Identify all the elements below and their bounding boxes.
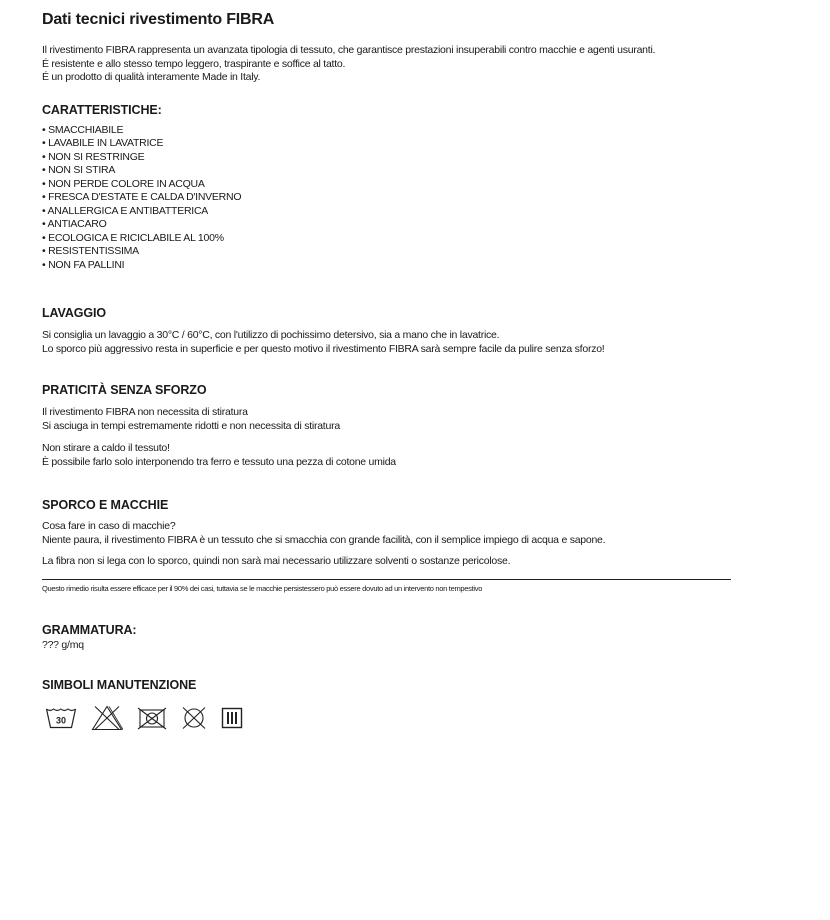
list-item: • NON SI STIRA (42, 164, 812, 178)
intro-section (42, 44, 812, 85)
list-item: • SMACCHIABILE (42, 124, 812, 138)
praticita-line: Si asciuga in tempi estremamente ridotti e non necessita di stiratura (42, 419, 340, 432)
intro-line: É un prodotto di qualità interamente Made in Italy. (42, 71, 261, 83)
wash-30-icon (45, 707, 77, 729)
list-item: • NON PERDE COLORE IN ACQUA (42, 178, 812, 192)
list-item: • ANALLERGICA E ANTIBATTERICA (42, 205, 812, 219)
simboli-heading: SIMBOLI MANUTENZIONE (42, 678, 197, 692)
caratteristiche-section (42, 102, 812, 273)
list-item: • RESISTENTISSIMA (42, 245, 812, 259)
care-symbols (45, 705, 812, 731)
grammatura-section (42, 622, 812, 653)
sporco-line: La fibra non si lega con lo sporco, quindi non sarà mai necessario utilizzare solventi o sostanze pericolose. (42, 555, 731, 580)
wash-temp-label: 30 (55, 715, 67, 726)
lavaggio-line: Si consiglia un lavaggio a 30°C / 60°C, con l'utilizzo di pochissimo detersivo, sia a mano che in lavatrice. (42, 329, 500, 341)
list-item: • ECOLOGICA E RICICLABILE AL 100% (42, 232, 812, 246)
list-item: • NON SI RESTRINGE (42, 151, 812, 165)
lavaggio-line: Lo sporco più aggressivo resta in superficie e per questo motivo il rivestimento FIBRA sarà sempre facile da pulire senza sforzo! (42, 342, 605, 355)
lavaggio-heading: LAVAGGIO (42, 306, 107, 320)
grammatura-heading: GRAMMATURA: (42, 622, 137, 637)
no-dry-clean-icon (181, 706, 207, 730)
praticita-line: È possibile farlo solo interponendo tra ferro e tessuto una pezza di cotone umida (42, 455, 396, 468)
list-item: • NON FA PALLINI (42, 259, 812, 273)
praticita-line: Il rivestimento FIBRA non necessita di stiratura (42, 406, 248, 418)
no-tumble-dry-icon (137, 706, 167, 730)
no-bleach-icon (91, 705, 123, 731)
intro-line: É resistente e allo stesso tempo leggero, traspirante e soffice al tatto. (42, 57, 346, 70)
list-item: • LAVABILE IN LAVATRICE (42, 137, 812, 151)
intro-line: Il rivestimento FIBRA rappresenta un avanzata tipologia di tessuto, che garantisce prestazioni insuperabili contro macchie e agenti usuranti. (42, 44, 656, 56)
sporco-line: Cosa fare in caso di macchie? (42, 520, 176, 532)
simboli-section (42, 677, 812, 731)
sporco-heading: SPORCO E MACCHIE (42, 498, 169, 512)
caratteristiche-list (42, 124, 812, 273)
praticita-line: Non stirare a caldo il tessuto! (42, 442, 170, 454)
drip-dry-icon (221, 707, 243, 729)
document-title: Dati tecnici rivestimento FIBRA (42, 11, 275, 28)
sporco-footnote: Questo rimedio risulta essere efficace per il 90% dei casi, tuttavia se le macchie persistessero può essere dovuto ad un intervento non tempestivo (42, 583, 483, 593)
list-item: • FRESCA D'ESTATE E CALDA D'INVERNO (42, 191, 812, 205)
caratteristiche-heading: CARATTERISTICHE: (42, 102, 162, 117)
grammatura-value: ??? g/mq (42, 638, 84, 651)
list-item: • ANTIACARO (42, 218, 812, 232)
lavaggio-section (42, 305, 812, 356)
praticita-section (42, 382, 812, 469)
document-page (42, 10, 812, 731)
sporco-section (42, 497, 812, 594)
sporco-line: Niente paura, il rivestimento FIBRA è un tessuto che si smacchia con grande facilità, con il semplice impiego di acqua e sapone. (42, 533, 606, 546)
praticita-heading: PRATICITÀ SENZA SFORZO (42, 383, 207, 397)
